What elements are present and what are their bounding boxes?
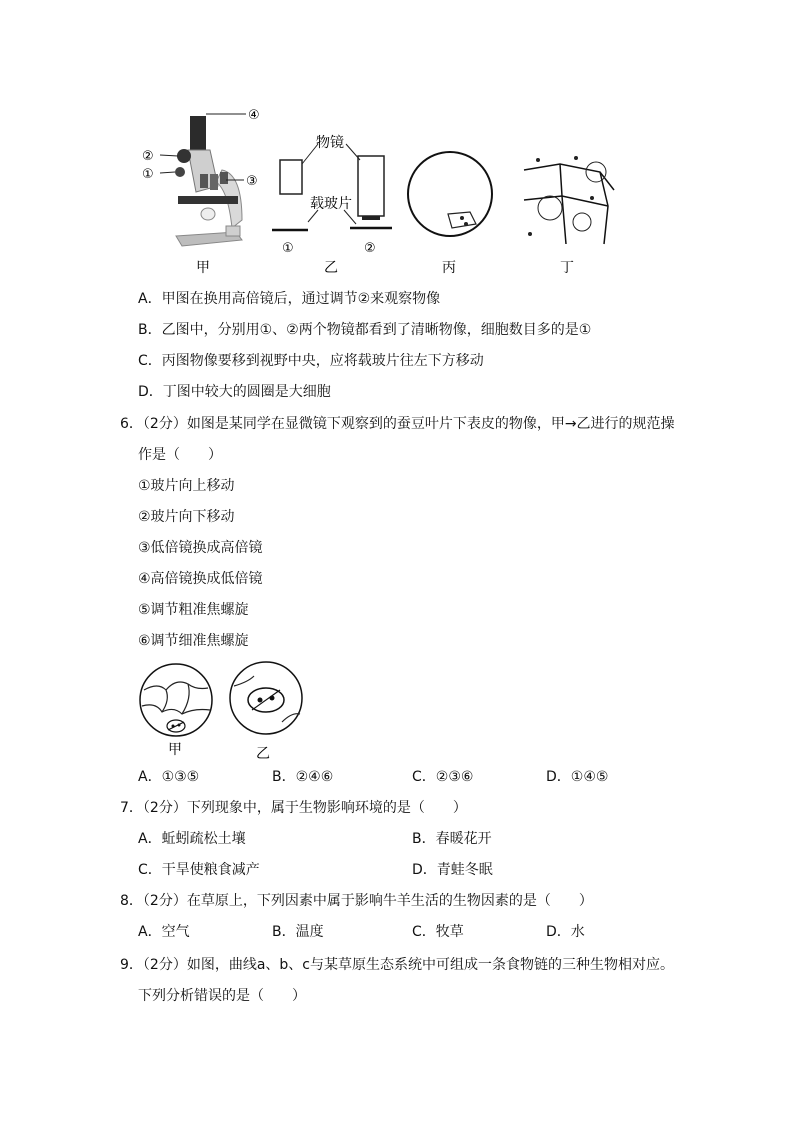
field-jia — [140, 664, 212, 736]
q5-figure — [130, 100, 650, 280]
q9-stem-line2: 下列分析错误的是（ ） — [138, 988, 306, 1004]
q6-step-3: ③低倍镜换成高倍镜 — [138, 540, 263, 556]
q9-stem-line1: 9．（2分）如图，曲线a、b、c与某草原生态系统中可组成一条食物链的三种生物相对应。 — [120, 957, 674, 973]
q6-step-4: ④高倍镜换成低倍镜 — [138, 571, 263, 587]
q5-option-d: D．丁图中较大的圆圈是大细胞 — [138, 384, 331, 400]
q8-option-d: D．水 — [546, 924, 585, 940]
microscope-illustration — [175, 116, 242, 246]
q5-option-b: B．乙图中，分别用①、②两个物镜都看到了清晰物像，细胞数目多的是① — [138, 322, 592, 338]
q8-stem: 8．（2分）在草原上，下列因素中属于影响牛羊生活的生物因素的是（ ） — [120, 893, 593, 909]
field-yi — [230, 662, 302, 734]
q7-option-d: D．青蛙冬眠 — [412, 862, 493, 878]
q6-step-6: ⑥调节细准焦螺旋 — [138, 633, 249, 649]
q6-option-d: D．①④⑤ — [546, 769, 609, 785]
q6-option-b: B．②④⑥ — [272, 769, 334, 785]
caption-jia: 甲 — [196, 260, 210, 276]
q8-option-a: A．空气 — [138, 924, 190, 940]
callout-2: ② — [142, 149, 154, 164]
label-objective: 物镜 — [316, 135, 344, 151]
q6-option-a: A．①③⑤ — [138, 769, 200, 785]
caption-q6-jia: 甲 — [168, 742, 182, 758]
field-of-view-diagram — [408, 152, 492, 236]
q8-option-c: C．牧草 — [412, 924, 464, 940]
caption-q6-yi: 乙 — [256, 746, 270, 762]
q7-option-b: B．春暖花开 — [412, 831, 492, 847]
q6-option-c: C．②③⑥ — [412, 769, 474, 785]
q7-stem: 7．（2分）下列现象中，属于生物影响环境的是（ ） — [120, 800, 467, 816]
q5-option-a: A．甲图在换用高倍镜后，通过调节②来观察物像 — [138, 291, 441, 307]
q5-option-c: C．丙图物像要移到视野中央，应将载玻片往左下方移动 — [138, 353, 484, 369]
callout-4: ④ — [248, 108, 260, 123]
q6-stem-line2: 作是（ ） — [138, 447, 222, 463]
q7-option-a: A．蚯蚓疏松土壤 — [138, 831, 246, 847]
q8-option-b: B．温度 — [272, 924, 324, 940]
q7-option-c: C．干旱使粮食减产 — [138, 862, 260, 878]
caption-yi: 乙 — [324, 260, 338, 276]
q6-step-5: ⑤调节粗准焦螺旋 — [138, 602, 249, 618]
lens-mark-1: ① — [282, 241, 294, 256]
q6-figure — [136, 660, 316, 764]
callout-1: ① — [142, 167, 154, 182]
lens-mark-2: ② — [364, 241, 376, 256]
cell-sketch — [522, 152, 614, 246]
q6-stem-line1: 6．（2分）如图是某同学在显微镜下观察到的蚕豆叶片下表皮的物像，甲→乙进行的规范操 — [120, 416, 675, 432]
callout-3: ③ — [246, 174, 258, 189]
caption-ding: 丁 — [560, 260, 574, 276]
objective-lens-diagram — [272, 144, 392, 230]
label-slide: 载玻片 — [310, 196, 352, 212]
q6-step-1: ①玻片向上移动 — [138, 478, 235, 494]
q6-step-2: ②玻片向下移动 — [138, 509, 235, 525]
caption-bing: 丙 — [442, 260, 456, 276]
